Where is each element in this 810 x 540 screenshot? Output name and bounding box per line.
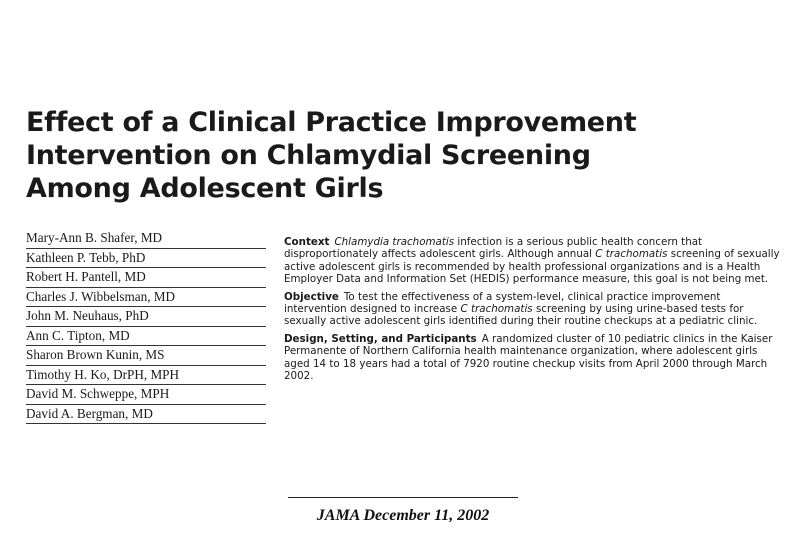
body-text: infection is a serious public health concern that disproportionately affects adolescent girls. Although annual — [284, 236, 703, 261]
section-heading: Design, Setting, and Participants — [284, 332, 477, 345]
author-name: Sharon Brown Kunin, MS — [26, 346, 266, 366]
author-list — [26, 229, 266, 424]
section-heading: Objective — [284, 290, 339, 303]
italic-text: Chlamydia trachomatis — [334, 236, 455, 248]
title-line: Effect of a Clinical Practice Improvement — [26, 107, 637, 138]
citation-footer: JAMA December 11, 2002 — [288, 497, 518, 525]
author-name: Kathleen P. Tebb, PhD — [26, 249, 266, 269]
body-text: To test the effectiveness of a system-level, clinical practice improvement intervention designed to increase — [284, 290, 721, 316]
author-name: John M. Neuhaus, PhD — [26, 307, 266, 327]
abstract-design — [284, 333, 786, 383]
article-title — [26, 106, 746, 205]
author-name: Timothy H. Ko, DrPH, MPH — [26, 366, 266, 386]
title-line: Among Adolescent Girls — [26, 173, 384, 204]
author-name: David A. Bergman, MD — [26, 405, 266, 425]
abstract — [284, 236, 786, 387]
body-text: screening of sexually active adolescent girls is recommended by health professional organizations and is a Health Employer Data and Information Set (HEDIS) performance measure, this goal is not being met. — [284, 248, 780, 286]
italic-text: C trachomatis — [595, 248, 668, 261]
section-heading: Context — [284, 236, 330, 248]
abstract-context — [284, 236, 786, 286]
author-name: Charles J. Wibbelsman, MD — [26, 288, 266, 308]
abstract-objective — [284, 291, 786, 328]
body-text: screening by using urine-based tests for sexually active adolescent girls identified during their routine checkups at a pediatric clinic. — [284, 303, 758, 328]
italic-text: C trachomatis — [460, 303, 533, 316]
author-name: Ann C. Tipton, MD — [26, 327, 266, 347]
author-name: Mary-Ann B. Shafer, MD — [26, 229, 266, 249]
author-name: Robert H. Pantell, MD — [26, 268, 266, 288]
body-text: A randomized cluster of 10 pediatric clinics in the Kaiser Permanente of Northern California health maintenance organization, where adolescent girls aged 14 to 18 years had a total of 7920 routine checkup visits from April 2000 through March 2002. — [284, 332, 773, 383]
title-line: Intervention on Chlamydial Screening — [26, 140, 591, 171]
author-name: David M. Schweppe, MPH — [26, 385, 266, 405]
